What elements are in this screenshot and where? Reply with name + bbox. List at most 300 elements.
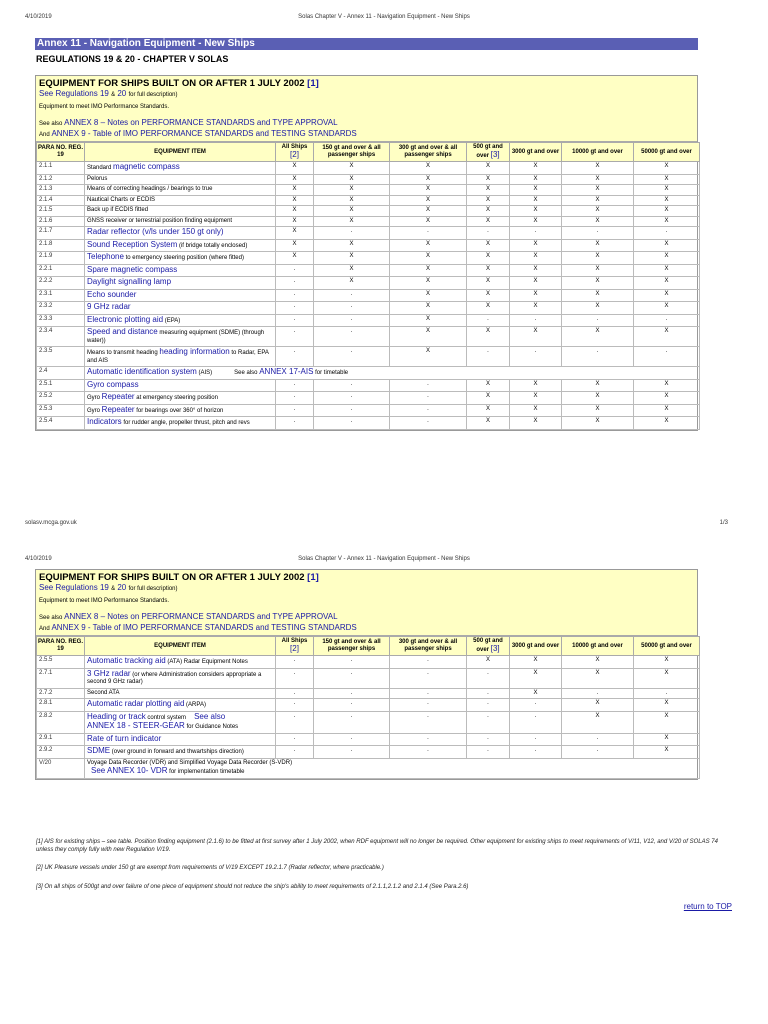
requirement-cell: . xyxy=(314,327,390,347)
para-number: 2.1.5 xyxy=(37,206,85,217)
column-header: 10000 gt and over xyxy=(562,637,634,656)
equipment-link[interactable]: Heading or track xyxy=(87,711,146,721)
equipment-link[interactable]: Telephone xyxy=(87,252,124,261)
requirement-cell: X xyxy=(276,174,314,185)
intro-panel xyxy=(36,76,697,142)
ais-link[interactable]: Automatic identification system xyxy=(87,367,197,376)
para-number: 2.3.2 xyxy=(37,302,85,315)
column-header: EQUIPMENT ITEM xyxy=(85,637,276,656)
requirement-cell: . xyxy=(276,289,314,302)
reg19-link-2[interactable]: 19 xyxy=(99,583,109,592)
table-row xyxy=(37,379,700,392)
equipment-link[interactable]: Spare magnetic compass xyxy=(87,264,178,274)
requirement-cell: X xyxy=(467,264,510,277)
header-row xyxy=(37,143,700,162)
para-number: 2.5.4 xyxy=(37,417,85,430)
requirement-cell: X xyxy=(390,347,467,367)
requirement-cell: . xyxy=(314,699,390,712)
equipment-link[interactable]: Repeater xyxy=(101,392,135,401)
column-header: 150 gt and over & all passenger ships xyxy=(314,143,390,162)
requirement-cell: X xyxy=(634,746,700,759)
see-also-annexes: See also ANNEX 8 – Notes on PERFORMANCE STANDARDS and TYPE APPROVAL And ANNEX 9 - Table of IMO PERFORMANCE STANDARDS and TESTING STANDARDS xyxy=(39,118,357,138)
column-header: 300 gt and over & all passenger ships xyxy=(390,143,467,162)
table-row xyxy=(37,746,700,759)
requirement-cell: . xyxy=(276,656,314,669)
requirement-cell: X xyxy=(510,392,562,405)
requirement-cell: X xyxy=(634,277,700,290)
column-header: PARA NO. REG. 19 xyxy=(37,637,85,656)
requirement-cell: X xyxy=(634,174,700,185)
requirement-cell: X xyxy=(562,185,634,196)
requirement-cell: . xyxy=(390,404,467,417)
equipment-link[interactable]: Automatic radar plotting aid xyxy=(87,699,185,708)
table-row xyxy=(37,239,700,252)
equipment-item: GNSS receiver or terrestrial position finding equipment xyxy=(85,216,276,227)
requirement-cell: . xyxy=(390,668,467,688)
requirement-cell: X xyxy=(634,711,700,733)
requirement-cell: X xyxy=(634,264,700,277)
table-row xyxy=(37,162,700,175)
requirement-cell: . xyxy=(314,711,390,733)
requirement-cell: X xyxy=(634,699,700,712)
requirement-cell: X xyxy=(314,277,390,290)
table-row xyxy=(37,733,700,746)
reg20-link[interactable]: 20 xyxy=(117,89,127,98)
requirement-cell: X xyxy=(510,264,562,277)
equipment-grid-1 xyxy=(36,142,700,430)
equipment-item: Pelorus xyxy=(85,174,276,185)
table-row xyxy=(37,711,700,733)
para-number: 2.8.2 xyxy=(37,711,85,733)
para-number: 2.2.1 xyxy=(37,264,85,277)
requirement-cell: . xyxy=(390,227,467,240)
column-header: 3000 gt and over xyxy=(510,143,562,162)
annex9-link-2[interactable]: ANNEX 9 - Table of IMO PERFORMANCE STANDARDS and TESTING STANDARDS xyxy=(51,623,357,632)
requirement-cell: . xyxy=(314,347,390,367)
equipment-link[interactable]: Automatic tracking aid xyxy=(87,656,166,665)
requirement-cell: X xyxy=(467,289,510,302)
requirement-cell: X xyxy=(510,688,562,699)
requirement-cell: X xyxy=(634,302,700,315)
requirement-cell: X xyxy=(390,174,467,185)
column-footnote-link[interactable]: [2] xyxy=(290,150,299,159)
requirement-cell: . xyxy=(467,746,510,759)
requirement-cell: X xyxy=(467,195,510,206)
requirement-cell: . xyxy=(467,733,510,746)
requirement-cell: X xyxy=(467,327,510,347)
requirement-cell: X xyxy=(390,277,467,290)
equipment-link[interactable]: Daylight signalling lamp xyxy=(87,277,172,286)
requirement-cell: X xyxy=(390,327,467,347)
requirement-cell: X xyxy=(276,252,314,265)
requirement-cell: X xyxy=(510,404,562,417)
requirement-cell: X xyxy=(562,392,634,405)
equipment-link[interactable]: Echo sounder xyxy=(87,289,137,299)
requirement-cell: . xyxy=(562,688,634,699)
requirement-cell: X xyxy=(634,379,700,392)
requirement-cell: X xyxy=(390,302,467,315)
requirement-cell: X xyxy=(314,185,390,196)
column-footnote-link[interactable]: [3] xyxy=(490,644,500,653)
footnote-1-link[interactable]: [1] xyxy=(307,78,319,89)
requirement-cell: . xyxy=(314,417,390,430)
requirement-cell: X xyxy=(276,185,314,196)
requirement-cell: X xyxy=(562,277,634,290)
requirement-cell: . xyxy=(510,347,562,367)
requirement-cell: X xyxy=(510,162,562,175)
requirement-cell: . xyxy=(510,314,562,327)
table-row xyxy=(37,668,700,688)
equipment-item xyxy=(85,379,276,392)
table-row xyxy=(37,347,700,367)
requirement-cell: . xyxy=(562,746,634,759)
requirement-cell: . xyxy=(390,699,467,712)
table-row xyxy=(37,656,700,669)
requirement-cell: X xyxy=(634,252,700,265)
para-number: 2.5.3 xyxy=(37,404,85,417)
requirement-cell: . xyxy=(467,699,510,712)
requirement-cell: X xyxy=(390,252,467,265)
requirement-cell: . xyxy=(390,711,467,733)
requirement-cell: . xyxy=(276,347,314,367)
intro-title: EQUIPMENT FOR SHIPS BUILT ON OR AFTER 1 JULY 2002 [1] xyxy=(39,78,319,89)
requirement-cell: . xyxy=(562,347,634,367)
column-header: 300 gt and over & all passenger ships xyxy=(390,637,467,656)
ais-row xyxy=(37,367,700,380)
requirement-cell: . xyxy=(276,733,314,746)
requirement-cell: . xyxy=(467,688,510,699)
requirement-cell: X xyxy=(390,314,467,327)
para-number: 2.2.2 xyxy=(37,277,85,290)
para-number: 2.9.2 xyxy=(37,746,85,759)
requirement-cell: X xyxy=(510,379,562,392)
column-header: 500 gt and over [3] xyxy=(467,637,510,656)
column-header: 150 gt and over & all passenger ships xyxy=(314,637,390,656)
annex8-link[interactable]: ANNEX 8 – Notes on PERFORMANCE STANDARDS and TYPE APPROVAL xyxy=(64,118,338,127)
table-row xyxy=(37,327,700,347)
requirement-cell: X xyxy=(510,302,562,315)
para-number: 2.1.3 xyxy=(37,185,85,196)
requirement-cell: . xyxy=(276,392,314,405)
requirement-cell: X xyxy=(634,216,700,227)
requirement-cell: . xyxy=(390,392,467,405)
requirement-cell: X xyxy=(314,162,390,175)
column-header: 50000 gt and over xyxy=(634,143,700,162)
requirement-cell: . xyxy=(390,379,467,392)
equipment-item: Automatic tracking aid (ATA) Radar Equipment Notes xyxy=(85,656,276,669)
column-header: PARA NO. REG. 19 xyxy=(37,143,85,162)
column-header: 10000 gt and over xyxy=(562,143,634,162)
requirement-cell: . xyxy=(276,746,314,759)
requirement-cell: . xyxy=(276,417,314,430)
column-header: 500 gt and over [3] xyxy=(467,143,510,162)
requirement-cell: . xyxy=(510,699,562,712)
requirement-cell: X xyxy=(510,289,562,302)
para-number: 2.3.1 xyxy=(37,289,85,302)
requirement-cell: X xyxy=(390,289,467,302)
requirement-cell: X xyxy=(562,252,634,265)
requirement-cell: X xyxy=(510,327,562,347)
requirement-cell: X xyxy=(390,195,467,206)
requirement-cell: X xyxy=(562,195,634,206)
requirement-cell: X xyxy=(276,227,314,240)
reg20-link-2[interactable]: 20 xyxy=(117,583,127,592)
annex8-link-2[interactable]: ANNEX 8 – Notes on PERFORMANCE STANDARDS and TYPE APPROVAL xyxy=(64,612,338,621)
requirement-cell: . xyxy=(467,314,510,327)
equipment-item: Sound Reception System (if bridge totally enclosed) xyxy=(85,239,276,252)
requirement-cell: . xyxy=(390,746,467,759)
requirement-cell: X xyxy=(314,264,390,277)
equipment-item xyxy=(85,227,276,240)
requirement-cell: . xyxy=(562,314,634,327)
equipment-link[interactable]: Gyro compass xyxy=(87,379,139,389)
footer-site: solasv.mcga.gov.uk xyxy=(25,520,77,526)
requirement-cell: X xyxy=(467,206,510,217)
header-row xyxy=(37,637,700,656)
footnote-1: [1] AIS for existing ships – see table. Position finding equipment (2.1.6) to be fitted at first survey after 1 July 2002, when RDF equipment will no longer be required. Other equipment for existing ships to meet requirements of V/11, V12, and V/20 of SOLAS 74 unless they comply fully with new Regulation V/19. xyxy=(36,839,718,853)
table-row xyxy=(37,417,700,430)
equipment-item xyxy=(85,733,276,746)
para-number: 2.1.1 xyxy=(37,162,85,175)
requirement-cell: . xyxy=(390,417,467,430)
requirement-cell: X xyxy=(314,216,390,227)
annex17-link[interactable]: ANNEX 17-AIS xyxy=(259,367,314,376)
requirement-cell: . xyxy=(467,227,510,240)
page-header-2 xyxy=(0,556,768,570)
equipment-item: SDME (over ground in forward and thwartships direction) xyxy=(85,746,276,759)
column-footnote-link[interactable]: [3] xyxy=(490,150,500,159)
requirement-cell: . xyxy=(276,688,314,699)
para-number: 2.1.2 xyxy=(37,174,85,185)
column-header: 3000 gt and over xyxy=(510,637,562,656)
requirement-cell: X xyxy=(314,206,390,217)
equipment-item: Voyage Data Recorder (VDR) and Simplified Voyage Data Recorder (S-VDR) See ANNEX 10- VDR for implementation timetable xyxy=(85,758,700,778)
requirement-cell: . xyxy=(562,227,634,240)
annex18-link[interactable]: ANNEX 18 - STEER-GEAR xyxy=(87,721,185,730)
para-number: 2.3.4 xyxy=(37,327,85,347)
equipment-link[interactable]: Speed and distance xyxy=(87,327,158,336)
para-number: 2.7.2 xyxy=(37,688,85,699)
requirement-cell: X xyxy=(314,239,390,252)
equipment-item: Means of correcting headings / bearings to true xyxy=(85,185,276,196)
table-row xyxy=(37,206,700,217)
requirement-cell: X xyxy=(510,239,562,252)
requirement-cell: X xyxy=(562,711,634,733)
table-row xyxy=(37,277,700,290)
requirement-cell: X xyxy=(634,289,700,302)
equipment-link[interactable]: Repeater xyxy=(101,404,135,414)
para-number: 2.1.4 xyxy=(37,195,85,206)
requirement-cell: X xyxy=(634,239,700,252)
para-number: 2.9.1 xyxy=(37,733,85,746)
requirement-cell: X xyxy=(467,239,510,252)
return-to-top-link[interactable]: return to TOP xyxy=(683,902,732,911)
requirement-cell: X xyxy=(562,206,634,217)
equipment-link[interactable]: 9 GHz radar xyxy=(87,302,131,311)
table-row xyxy=(37,195,700,206)
para-number: 2.8.1 xyxy=(37,699,85,712)
equipment-item: Automatic radar plotting aid (ARPA) xyxy=(85,699,276,712)
requirement-cell: X xyxy=(467,392,510,405)
para-number: 2.1.6 xyxy=(37,216,85,227)
requirement-cell: X xyxy=(634,185,700,196)
requirement-cell: . xyxy=(390,688,467,699)
requirement-cell: X xyxy=(562,327,634,347)
para-number: 2.5.5 xyxy=(37,656,85,669)
column-footnote-link[interactable]: [2] xyxy=(290,644,299,653)
equipment-table-2 xyxy=(35,569,698,780)
equipment-link[interactable]: Indicators xyxy=(87,417,122,426)
requirement-cell: X xyxy=(467,174,510,185)
print-doc-title: Solas Chapter V - Annex 11 - Navigation Equipment - New Ships xyxy=(298,14,470,20)
requirement-cell: . xyxy=(634,688,700,699)
table-row xyxy=(37,699,700,712)
requirement-cell: X xyxy=(510,216,562,227)
annex9-link[interactable]: ANNEX 9 - Table of IMO PERFORMANCE STANDARDS and TESTING STANDARDS xyxy=(51,129,357,138)
table-row xyxy=(37,216,700,227)
requirement-cell: . xyxy=(390,733,467,746)
requirement-cell: X xyxy=(562,289,634,302)
requirement-cell: X xyxy=(314,195,390,206)
equipment-link[interactable]: magnetic compass xyxy=(113,162,180,171)
reg19-link[interactable]: 19 xyxy=(99,89,109,98)
requirement-cell: X xyxy=(510,185,562,196)
print-doc-title-2: Solas Chapter V - Annex 11 - Navigation Equipment - New Ships xyxy=(298,556,470,562)
equipment-item: Second ATA xyxy=(85,688,276,699)
regulations-title: REGULATIONS 19 & 20 - CHAPTER V SOLAS xyxy=(36,54,229,64)
requirement-cell: X xyxy=(562,404,634,417)
requirement-cell: . xyxy=(276,711,314,733)
equipment-item: Automatic identification system (AIS) See also ANNEX 17-AIS for timetable xyxy=(85,367,700,380)
requirement-cell: . xyxy=(390,656,467,669)
requirement-cell: X xyxy=(562,656,634,669)
table-row xyxy=(37,289,700,302)
para-number: 2.4 xyxy=(37,367,85,380)
requirement-cell: X xyxy=(390,185,467,196)
requirement-cell: X xyxy=(634,417,700,430)
requirement-cell: X xyxy=(276,239,314,252)
equipment-link[interactable]: SDME xyxy=(87,746,111,755)
para-number: 2.3.5 xyxy=(37,347,85,367)
equipment-item xyxy=(85,289,276,302)
requirement-cell: X xyxy=(634,404,700,417)
para-number: 2.1.8 xyxy=(37,239,85,252)
equipment-link[interactable]: heading information xyxy=(159,347,230,356)
requirement-cell: X xyxy=(467,277,510,290)
equipment-link[interactable]: Rate of turn indicator xyxy=(87,733,162,743)
requirement-cell: . xyxy=(314,733,390,746)
table-row xyxy=(37,227,700,240)
requirement-cell: . xyxy=(276,327,314,347)
requirement-cell: . xyxy=(467,711,510,733)
para-number: 2.3.3 xyxy=(37,314,85,327)
equipment-item: Means to transmit heading heading information to Radar, EPA and AIS xyxy=(85,347,276,367)
requirement-cell: . xyxy=(314,656,390,669)
requirement-cell: . xyxy=(276,404,314,417)
footer-page: 1/3 xyxy=(719,520,728,526)
equipment-item: Electronic plotting aid (EPA) xyxy=(85,314,276,327)
requirement-cell: . xyxy=(467,347,510,367)
column-header: All Ships [2] xyxy=(276,143,314,162)
requirement-cell: X xyxy=(390,216,467,227)
footnote-1-link-2[interactable]: [1] xyxy=(307,572,319,583)
requirement-cell: X xyxy=(634,733,700,746)
page-header xyxy=(0,14,768,28)
requirement-cell: . xyxy=(314,289,390,302)
table-row xyxy=(37,314,700,327)
para-number: 2.1.7 xyxy=(37,227,85,240)
requirement-cell: X xyxy=(467,302,510,315)
see-regulations: See Regulations 19 & 20 for full description) xyxy=(39,89,178,98)
requirement-cell: X xyxy=(510,195,562,206)
equipment-item: Gyro Repeater at emergency steering position xyxy=(85,392,276,405)
requirement-cell: X xyxy=(510,174,562,185)
equipment-link[interactable]: 3 GHz radar xyxy=(87,668,131,678)
equipment-link[interactable]: Electronic plotting aid xyxy=(87,314,164,324)
equipment-item: Heading or track control system See also ANNEX 18 - STEER-GEAR for Guidance Notes xyxy=(85,711,276,733)
imo-text-2: Equipment to meet IMO Performance Standards. xyxy=(39,598,170,604)
equipment-link[interactable]: Radar reflector (v/ls under 150 gt only) xyxy=(87,227,224,236)
footnote-2: [2] UK Pleasure vessels under 150 gt are exempt from requirements of V/19 EXCEPT 19.2.1.7 (Radar reflector, where practicable.) xyxy=(36,865,384,871)
para-number: 2.5.2 xyxy=(37,392,85,405)
column-header: 50000 gt and over xyxy=(634,637,700,656)
see-regulations-2: See Regulations 19 & 20 for full description) xyxy=(39,583,178,592)
table-row xyxy=(37,252,700,265)
equipment-item: Indicators for rudder angle, propeller thrust, pitch and revs xyxy=(85,417,276,430)
requirement-cell: X xyxy=(562,668,634,688)
annex10-link[interactable]: ANNEX 10- VDR xyxy=(107,766,168,775)
equipment-item: Speed and distance measuring equipment (SDME) (through water)) xyxy=(85,327,276,347)
requirement-cell: . xyxy=(634,347,700,367)
requirement-cell: X xyxy=(510,668,562,688)
equipment-item: Back up if ECDIS fitted xyxy=(85,206,276,217)
requirement-cell: X xyxy=(467,185,510,196)
print-date: 4/10/2019 xyxy=(25,14,52,20)
requirement-cell: . xyxy=(276,264,314,277)
equipment-grid-2 xyxy=(36,636,700,779)
para-number: V/20 xyxy=(37,758,85,778)
requirement-cell: X xyxy=(562,302,634,315)
requirement-cell: X xyxy=(314,174,390,185)
table-row xyxy=(37,302,700,315)
requirement-cell: X xyxy=(467,404,510,417)
requirement-cell: . xyxy=(314,302,390,315)
requirement-cell: X xyxy=(562,417,634,430)
requirement-cell: X xyxy=(510,206,562,217)
requirement-cell: . xyxy=(276,379,314,392)
column-header: All Ships [2] xyxy=(276,637,314,656)
requirement-cell: . xyxy=(634,227,700,240)
requirement-cell: X xyxy=(276,216,314,227)
requirement-cell: X xyxy=(510,277,562,290)
requirement-cell: . xyxy=(314,379,390,392)
requirement-cell: X xyxy=(390,162,467,175)
requirement-cell: X xyxy=(276,162,314,175)
requirement-cell: . xyxy=(510,733,562,746)
requirement-cell: X xyxy=(562,216,634,227)
imo-text: Equipment to meet IMO Performance Standards. xyxy=(39,104,170,110)
requirement-cell: . xyxy=(314,227,390,240)
table-row xyxy=(37,688,700,699)
requirement-cell: X xyxy=(634,206,700,217)
requirement-cell: X xyxy=(390,264,467,277)
requirement-cell: X xyxy=(390,239,467,252)
requirement-cell: X xyxy=(467,216,510,227)
table-row xyxy=(37,174,700,185)
equipment-link[interactable]: Sound Reception System xyxy=(87,239,178,249)
requirement-cell: . xyxy=(276,277,314,290)
table-row xyxy=(37,404,700,417)
